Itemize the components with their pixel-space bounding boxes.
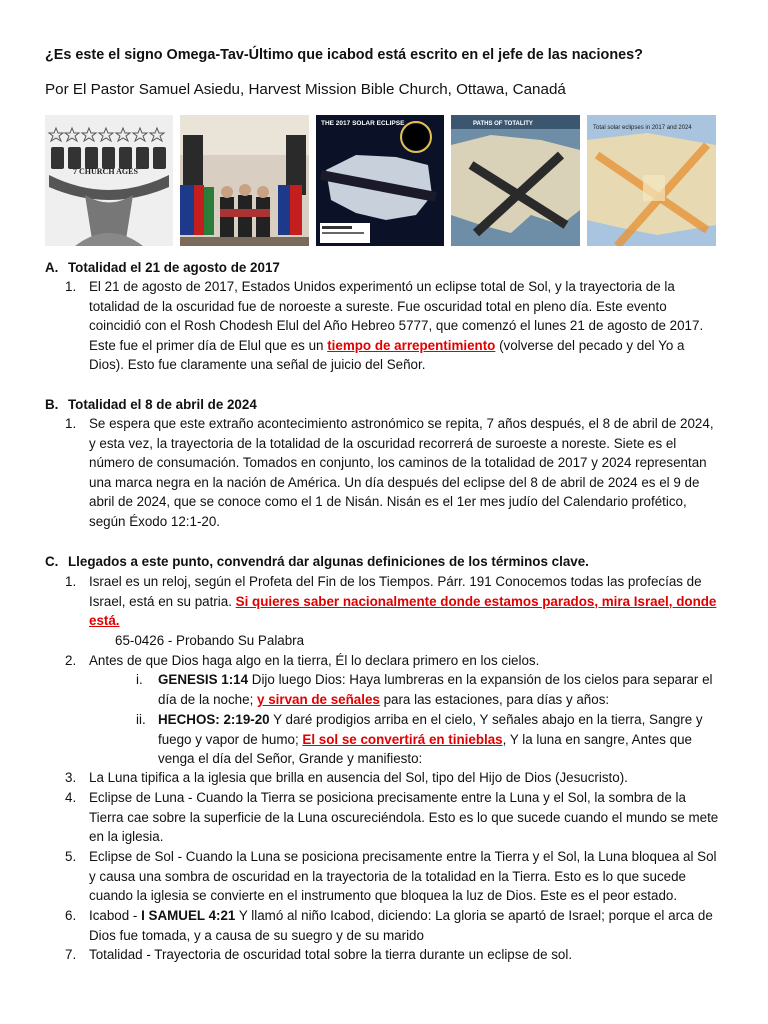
item-number: 2. (65, 653, 77, 668)
item-number: 1. (65, 574, 77, 589)
church-ages-image (45, 115, 173, 246)
item-number: ii. (136, 712, 146, 727)
scripture-reference: I SAMUEL 4:21 (141, 908, 236, 923)
item-text: Dijo luego Dios: Haya lumbreras en la expansión de los cielos para separar el día de la noche; (158, 672, 713, 707)
section-letter: C. (45, 554, 59, 569)
section-letter: B. (45, 397, 59, 412)
item-number: 1. (65, 416, 77, 431)
section-b-heading (45, 397, 257, 412)
highlight-text: Si quieres saber nacionalmente donde estamos parados, mira Israel, donde está. (89, 593, 717, 629)
item-number: 6. (65, 908, 77, 923)
item-text: El 21 de agosto de 2017, Estados Unidos experimentó un eclipse total de Sol, y la trayectoria de la totalidad de la oscuridad fue de noroeste a sureste. Fue oscuridad total en pleno día. Este evento coincidió con el Rosh Chodesh Elul del Año Hebreo 5777, que comenzó el lunes 21 de agosto de 2017. Este fue el primer día de Elul que es un (89, 279, 704, 353)
item-text: , Y la luna en sangre, Antes que venga el día del Señor, Grande y manifiesto: (158, 731, 692, 767)
item-number: 1. (65, 279, 77, 294)
section-a-heading (45, 260, 280, 275)
section-c-item-1 (65, 572, 719, 650)
item-text: Icabod - (89, 908, 142, 923)
section-c-item-5 (65, 847, 719, 906)
item-number: 5. (65, 849, 77, 864)
item-text: (volverse del pecado y del Yo a Dios). Esto fue claramente una señal de juicio del Señor. (89, 337, 685, 373)
scripture-reference: HECHOS: 2:19-20 (158, 712, 270, 727)
highlight-text: y sirvan de señales (257, 691, 380, 707)
section-c-item-3 (65, 768, 719, 788)
item-text: Se espera que este extraño acontecimiento astronómico se repita, 7 años después, el 8 de abril de 2024, y esta vez, la trayectoria de la totalidad de la oscuridad recorrerá de suroeste a noreste. Siete es el número de consumación. Tomados en conjunto, los caminos de la totalidad de 2017 y 2024 representan una marca negra en la nación de América. Un día después del eclipse del 8 de abril de 2024 es el 9 de abril de 2024, que se conoce como el 1 de Nisán. Nisán es el 1er mes judío del Calendario profético, según Éxodo 12:1-20. (89, 416, 714, 529)
total-eclipses-title: Total solar eclipses in 2017 and 2024 (593, 125, 692, 131)
signing-ceremony-photo (180, 115, 309, 246)
section-c-item-4 (65, 788, 719, 847)
item-number: 4. (65, 790, 77, 805)
section-c-heading (45, 554, 589, 569)
item-text: Israel es un reloj, según el Profeta del Fin de los Tiempos. Párr. 191 Conocemos todas las profecías de Israel, está en su patria. (89, 574, 702, 609)
author-byline: Por El Pastor Samuel Asiedu, Harvest Mission Bible Church, Ottawa, Canadá (45, 81, 566, 98)
total-eclipses-2017-2024-map (587, 115, 716, 246)
church-ages-caption: 7 CHURCH AGES (73, 167, 138, 176)
section-c-item-6 (65, 906, 719, 945)
highlight-text: El sol se convertirá en tinieblas (302, 731, 503, 747)
item-text: Totalidad - Trayectoria de oscuridad total sobre la tierra durante un eclipse de sol. (89, 947, 573, 962)
item-text: Y daré prodigios arriba en el cielo, Y señales abajo en la tierra, Sangre y fuego y vapor de humo; (158, 712, 703, 747)
section-c-item-2 (65, 651, 719, 671)
eclipse-2017-map (316, 115, 444, 246)
item-number: i. (136, 672, 143, 687)
highlight-text: tiempo de arrepentimiento (327, 337, 496, 353)
eclipse-2017-title: THE 2017 SOLAR ECLIPSE (321, 120, 405, 127)
item-text: Eclipse de Sol - Cuando la Luna se posiciona precisamente entre la Tierra y el Sol, la Luna bloquea al Sol y causa una sombra de oscuridad en la trayectoria de la totalidad en la Tierra. Esto es lo que sucede cuando la iglesia se convierte en el instrumento que bloquea la luz de Dios. Este es el peor estado. (89, 849, 717, 904)
section-title: Totalidad el 21 de agosto de 2017 (68, 260, 280, 275)
document-title: ¿Es este el signo Omega-Tav-Último que icabod está escrito en el jefe de las naciones? (45, 47, 643, 63)
item-number: 7. (65, 947, 77, 962)
section-title: Llegados a este punto, convendrá dar algunas definiciones de los términos clave. (68, 554, 589, 569)
section-b-item-1 (65, 414, 719, 532)
item-text: Antes de que Dios haga algo en la tierra, Él lo declara primero en los cielos. (89, 653, 540, 668)
section-c-subitem-ii (136, 710, 721, 769)
section-c-subitem-i (136, 670, 721, 709)
paths-of-totality-title: PATHS OF TOTALITY (473, 121, 533, 127)
section-c-item-7 (65, 945, 719, 965)
section-title: Totalidad el 8 de abril de 2024 (68, 397, 257, 412)
item-number: 3. (65, 770, 77, 785)
scripture-reference: GENESIS 1:14 (158, 672, 249, 687)
item-text: para las estaciones, para días y años: (379, 691, 610, 707)
section-a-item-1 (65, 277, 719, 375)
section-letter: A. (45, 260, 59, 275)
sermon-reference: 65-0426 - Probando Su Palabra (115, 632, 305, 648)
item-text: La Luna tipifica a la iglesia que brilla en ausencia del Sol, tipo del Hijo de Dios (Jesucristo). (89, 770, 628, 785)
paths-of-totality-map (451, 115, 580, 246)
item-text: Eclipse de Luna - Cuando la Tierra se posiciona precisamente entre la Luna y el Sol, la sombra de la Tierra cae sobre la superficie de la Luna oscureciéndola. Esto es lo que sucede cuando el mundo se mete en la iglesia. (89, 790, 719, 845)
item-text: Y llamó al niño Icabod, diciendo: La gloria se apartó de Israel; porque el arca de Dios fue tomada, y a causa de su suegro y de su marido (89, 908, 713, 943)
